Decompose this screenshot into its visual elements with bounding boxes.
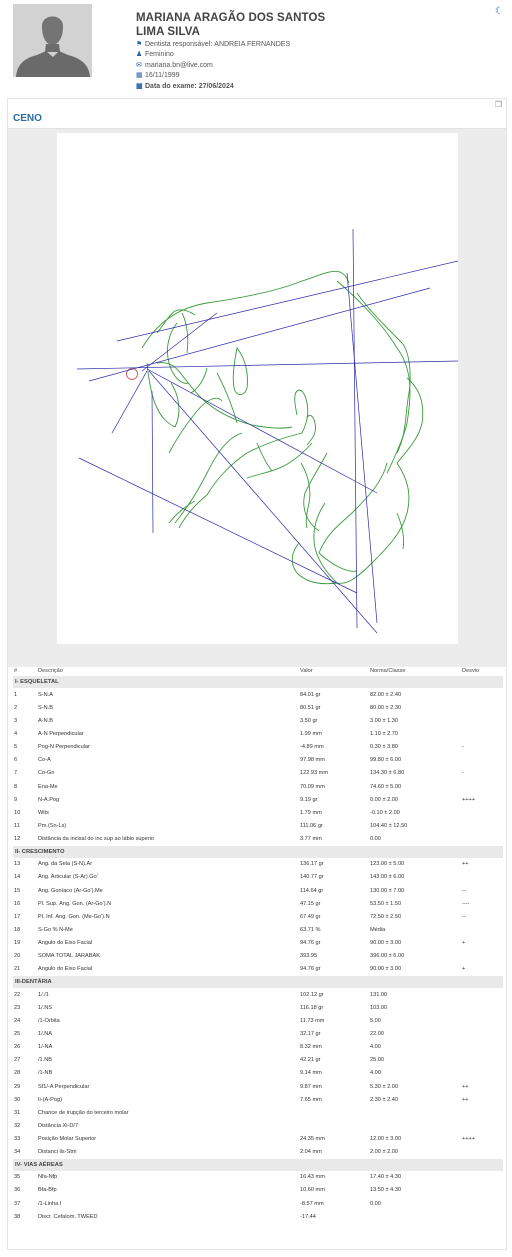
row-value: -8.57 mm — [300, 1200, 324, 1207]
table-row — [13, 1171, 503, 1184]
row-value: 47.15 gr — [300, 900, 321, 907]
row-description: A-N.B — [38, 717, 53, 724]
table-row — [13, 1197, 503, 1210]
row-norm: 0.00 — [370, 836, 381, 843]
row-norm: 143.00 ± 6.00 — [370, 874, 405, 881]
row-norm: 5.00 — [370, 1017, 381, 1024]
table-row — [13, 963, 503, 976]
row-description: N-A.Pog — [38, 796, 60, 803]
header-deviation: Desvio — [462, 668, 480, 674]
header-norm: Norma/Classe — [370, 668, 406, 674]
row-description: /1.NB — [38, 1057, 52, 1064]
table-row — [13, 780, 503, 793]
row-number: 1 — [14, 691, 18, 698]
table-row — [13, 688, 503, 701]
table-row — [13, 767, 503, 780]
row-value: 80.51 gr — [300, 704, 321, 711]
measurements-table — [13, 666, 503, 1223]
row-description: Pl. Sup. Âng. Gon. (Ar-Go').N — [38, 900, 112, 907]
table-row — [13, 858, 503, 871]
row-description: Âng. Goníaco (Ar-Go').Me — [38, 887, 103, 894]
row-description: Ii-(A-Pog) — [38, 1096, 62, 1103]
row-number: 13 — [14, 861, 21, 868]
table-row — [13, 727, 503, 740]
row-description: Distanci ils-Stm — [38, 1149, 77, 1156]
table-row — [13, 741, 503, 754]
calendar-icon: ▦ — [136, 72, 143, 80]
user-icon: ♟ — [136, 51, 143, 59]
row-norm: 99.80 ± 6.00 — [370, 757, 402, 764]
row-number: 2 — [14, 704, 18, 711]
row-number: 3 — [14, 717, 18, 724]
dentist-name: ANDREIA FERNANDES — [214, 41, 291, 48]
moon-icon[interactable]: ☾ — [495, 6, 504, 17]
row-deviation: ---- — [462, 900, 470, 907]
row-description: /1-Linha I — [38, 1200, 62, 1207]
row-norm: 4.00 — [370, 1044, 381, 1051]
row-number: 5 — [14, 744, 18, 751]
patient-name — [136, 11, 496, 39]
table-body — [13, 676, 503, 1223]
row-value: 114.64 gr — [300, 887, 324, 894]
row-deviation: ++++ — [462, 1136, 476, 1143]
row-norm: 12.00 ± 3.00 — [370, 1136, 402, 1143]
row-description: Âng. da Sela (S-N).Ar — [38, 861, 93, 868]
row-value: 42.21 gr — [300, 1057, 321, 1064]
table-row — [13, 950, 503, 963]
table-row — [13, 806, 503, 819]
row-value: 2.04 mm — [300, 1149, 322, 1156]
row-norm: 104.40 ± 12.50 — [370, 822, 408, 829]
row-description: Co-A — [38, 757, 51, 764]
envelope-icon: ✉ — [136, 61, 142, 69]
patient-name-line1: MARIANA ARAGÃO DOS SANTOS — [136, 12, 326, 24]
row-number: 16 — [14, 900, 21, 907]
row-number: 22 — [14, 991, 21, 998]
table-row — [13, 1146, 503, 1159]
row-description: Wits — [38, 809, 49, 816]
calendar-check-icon: ▦ — [136, 82, 143, 90]
row-value: 24.35 mm — [300, 1136, 325, 1143]
row-norm: Média — [370, 926, 386, 933]
row-value: 9.14 mm — [300, 1070, 322, 1077]
cephalometric-tracing-svg — [57, 133, 458, 644]
row-value: 111.06 gr — [300, 822, 323, 829]
email-value: mariana.bn@live.com — [145, 61, 213, 69]
row-deviation: ++ — [462, 1096, 469, 1103]
row-norm: 396.00 ± 6.00 — [370, 953, 405, 960]
table-row — [13, 1119, 503, 1132]
table-header — [13, 666, 503, 676]
row-value: 32.17 gr — [300, 1030, 321, 1037]
row-description: S-Go % N-Me — [38, 926, 73, 933]
row-description: Distância Xi-D/7 — [38, 1122, 79, 1129]
row-value: 1.79 mm — [300, 809, 322, 816]
row-value: 1.99 mm — [300, 730, 322, 737]
row-number: 28 — [14, 1070, 21, 1077]
row-norm: 72.50 ± 2.50 — [370, 913, 402, 920]
row-value: 97.98 mm — [300, 757, 325, 764]
row-number: 34 — [14, 1149, 21, 1156]
row-norm: 5.30 ± 2.00 — [370, 1083, 398, 1090]
row-value: -4.89 mm — [300, 744, 324, 751]
row-description: S-N.A — [38, 691, 53, 698]
row-deviation: + — [462, 940, 466, 947]
row-number: 11 — [14, 822, 20, 829]
row-deviation: + — [462, 966, 466, 973]
row-description: 1/.NA — [38, 1030, 52, 1037]
row-number: 26 — [14, 1044, 21, 1051]
row-description: 1/.NS — [38, 1004, 52, 1011]
row-description: Distância da incisal do inc sup ao lábio superio — [38, 836, 154, 843]
table-row — [13, 1210, 503, 1223]
row-number: 19 — [14, 940, 21, 947]
row-deviation: ++++ — [462, 796, 476, 803]
row-value: 136.17 gr — [300, 861, 324, 868]
row-number: 35 — [14, 1174, 21, 1181]
row-number: 15 — [14, 887, 21, 894]
table-row — [13, 910, 503, 923]
table-row — [13, 1001, 503, 1014]
row-deviation: - — [462, 770, 464, 777]
row-description: Pl. Inf. Âng. Gon. (Me-Go').N — [38, 913, 110, 920]
row-number: 31 — [14, 1109, 21, 1116]
table-row — [13, 819, 503, 832]
row-deviation: ++ — [462, 1083, 469, 1090]
row-description: /1-Orbita — [38, 1017, 60, 1024]
row-norm: 80.00 ± 2.30 — [370, 704, 402, 711]
row-number: 33 — [14, 1136, 21, 1143]
row-value: 94.76 gr — [300, 940, 321, 947]
row-number: 4 — [14, 730, 18, 737]
table-row — [13, 871, 503, 884]
patient-name-line2: LIMA SILVA — [136, 26, 201, 38]
row-norm: 1.10 ± 2.70 — [370, 730, 398, 737]
row-number: 38 — [14, 1213, 21, 1220]
table-row — [13, 937, 503, 950]
table-row — [13, 1093, 503, 1106]
birth-line — [136, 71, 496, 81]
row-number: 14 — [14, 874, 21, 881]
header-value: Valor — [300, 668, 313, 674]
row-norm: 82.00 ± 2.40 — [370, 691, 402, 698]
row-number: 30 — [14, 1096, 21, 1103]
row-value: 11.73 mm — [300, 1017, 325, 1024]
row-value: 70.09 mm — [300, 783, 325, 790]
row-number: 23 — [14, 1004, 21, 1011]
table-row — [13, 1014, 503, 1027]
row-norm: 13.50 ± 4.30 — [370, 1187, 402, 1194]
row-norm: 2.30 ± 2.40 — [370, 1096, 398, 1103]
table-row — [13, 897, 503, 910]
row-value: -17.44 — [300, 1213, 316, 1220]
row-number: 17 — [14, 913, 21, 920]
row-norm: -0.10 ± 2.00 — [370, 809, 400, 816]
row-deviation: ++ — [462, 861, 469, 868]
row-number: 10 — [14, 809, 21, 816]
row-number: 18 — [14, 926, 21, 933]
row-deviation: - — [462, 744, 464, 751]
row-norm: 134.30 ± 6.80 — [370, 770, 405, 777]
row-norm: 4.00 — [370, 1070, 381, 1077]
exam-date: 27/06/2024 — [198, 82, 234, 90]
row-description: Co-Gn — [38, 770, 55, 777]
row-norm: 53.50 ± 1.50 — [370, 900, 402, 907]
row-value: 16.43 mm — [300, 1174, 325, 1181]
row-value: 102.12 gr — [300, 991, 324, 998]
row-value: 94.76 gr — [300, 966, 321, 973]
dentist-line — [136, 40, 496, 50]
row-number: 24 — [14, 1017, 21, 1024]
table-row — [13, 1133, 503, 1146]
table-row — [13, 1041, 503, 1054]
exam-line — [136, 82, 496, 92]
row-number: 9 — [14, 796, 18, 803]
row-value: 3.50 gr — [300, 717, 318, 724]
copy-icon[interactable]: ❐ — [494, 100, 502, 109]
section-title: CENO — [13, 113, 42, 124]
row-description: Sf1/-A Perpendicular — [38, 1083, 90, 1090]
row-value: 84.01 gr — [300, 691, 321, 698]
row-number: 7 — [14, 770, 18, 777]
row-number: 32 — [14, 1122, 21, 1129]
table-row — [13, 1106, 503, 1119]
row-norm: 90.00 ± 3.00 — [370, 940, 402, 947]
table-row — [13, 793, 503, 806]
bookmark-icon: ⚑ — [136, 41, 143, 48]
table-row — [13, 1027, 503, 1040]
row-norm: 90.00 ± 3.00 — [370, 966, 402, 973]
row-description: Âng. Articular (S-Ar).Go' — [38, 874, 98, 881]
row-description: 1/-NA — [38, 1044, 53, 1051]
row-description: SOMA TOTAL JARABAK — [38, 953, 100, 960]
row-norm: 130.00 ± 7.00 — [370, 887, 405, 894]
row-number: 6 — [14, 757, 18, 764]
section-header: III-DENTÁRIA — [13, 976, 503, 988]
row-norm: 74.60 ± 5.00 — [370, 783, 402, 790]
row-number: 25 — [14, 1030, 21, 1037]
avatar — [13, 4, 92, 77]
row-value: 9.87 mm — [300, 1083, 322, 1090]
table-row — [13, 988, 503, 1001]
row-norm: 22.00 — [370, 1030, 384, 1037]
row-description: Pm.(Sn-Ls) — [38, 822, 67, 829]
row-norm: 17.40 ± 4.30 — [370, 1174, 402, 1181]
section-header: II- CRESCIMENTO — [13, 846, 503, 858]
dentist-label: Dentista responsável: — [145, 41, 213, 48]
row-number: 27 — [14, 1057, 21, 1064]
row-description: A-N Perpendicular — [38, 730, 84, 737]
section-header: I- ESQUELETAL — [13, 676, 503, 688]
table-row — [13, 714, 503, 727]
row-value: 9.19 gr — [300, 796, 318, 803]
header-number: # — [14, 668, 18, 674]
row-description: Nfa-Nfp — [38, 1174, 58, 1181]
row-value: 10.60 mm — [300, 1187, 325, 1194]
row-norm: 103.00 — [370, 1004, 388, 1011]
row-description: Chance de irupção do terceiro molar — [38, 1109, 129, 1116]
row-value: 63.71 % — [300, 926, 321, 933]
row-description: Ângulo do Eixo Facial — [38, 966, 93, 973]
row-value: 116.18 gr — [300, 1004, 324, 1011]
table-row — [13, 1067, 503, 1080]
row-description: 1/./1 — [38, 991, 49, 998]
row-norm: 0.00 ± 2.00 — [370, 796, 398, 803]
row-norm: 0.30 ± 3.80 — [370, 744, 398, 751]
row-value: 67.49 gr — [300, 913, 321, 920]
row-value: 8.32 mm — [300, 1044, 322, 1051]
table-row — [13, 833, 503, 846]
row-number: 20 — [14, 953, 21, 960]
row-value: 140.77 gr — [300, 874, 324, 881]
patient-header — [0, 0, 512, 96]
row-deviation: -- — [462, 887, 466, 894]
row-norm: 123.00 ± 5.00 — [370, 861, 405, 868]
cephalometric-tracing — [57, 133, 458, 644]
gender-line — [136, 50, 496, 60]
row-value: 3.77 mm — [300, 836, 322, 843]
table-row — [13, 701, 503, 714]
email-line — [136, 61, 496, 71]
row-norm: 3.00 ± 1.30 — [370, 717, 398, 724]
row-number: 37 — [14, 1200, 21, 1207]
gender-value: Feminino — [145, 51, 174, 59]
row-number: 36 — [14, 1187, 21, 1194]
row-value: 393.95 — [300, 953, 318, 960]
row-description: Posição Molar Superior — [38, 1136, 97, 1143]
row-description: Pog-N Perpendicular — [38, 744, 90, 751]
row-number: 29 — [14, 1083, 21, 1090]
row-description: Discr. Cefalom. TWEED — [38, 1213, 98, 1220]
row-norm: 131.00 — [370, 991, 388, 998]
exam-label: Data do exame: — [145, 82, 197, 90]
table-row — [13, 754, 503, 767]
header-description: Descrição — [38, 668, 63, 674]
row-deviation: -- — [462, 913, 466, 920]
table-row — [13, 923, 503, 936]
row-description: Bfa-Bfp — [38, 1187, 57, 1194]
row-description: /1-NB — [38, 1070, 53, 1077]
row-norm: 25.00 — [370, 1057, 384, 1064]
row-norm: 0.00 — [370, 1200, 381, 1207]
row-number: 8 — [14, 783, 18, 790]
table-row — [13, 1184, 503, 1197]
row-description: Ângulo do Eixo Facial — [38, 940, 93, 947]
row-value: 122.93 mm — [300, 770, 328, 777]
row-description: S-N.B — [38, 704, 53, 711]
row-description: Ena-Me — [38, 783, 58, 790]
row-number: 21 — [14, 966, 21, 973]
section-header: IV- VIAS AÉREAS — [13, 1159, 503, 1171]
table-row — [13, 884, 503, 897]
row-number: 12 — [14, 836, 21, 843]
row-value: 7.65 mm — [300, 1096, 322, 1103]
table-row — [13, 1054, 503, 1067]
row-norm: 2.00 ± 2.00 — [370, 1149, 398, 1156]
table-row — [13, 1080, 503, 1093]
birth-date: 16/11/1999 — [145, 72, 180, 80]
ceno-panel — [7, 98, 507, 1250]
